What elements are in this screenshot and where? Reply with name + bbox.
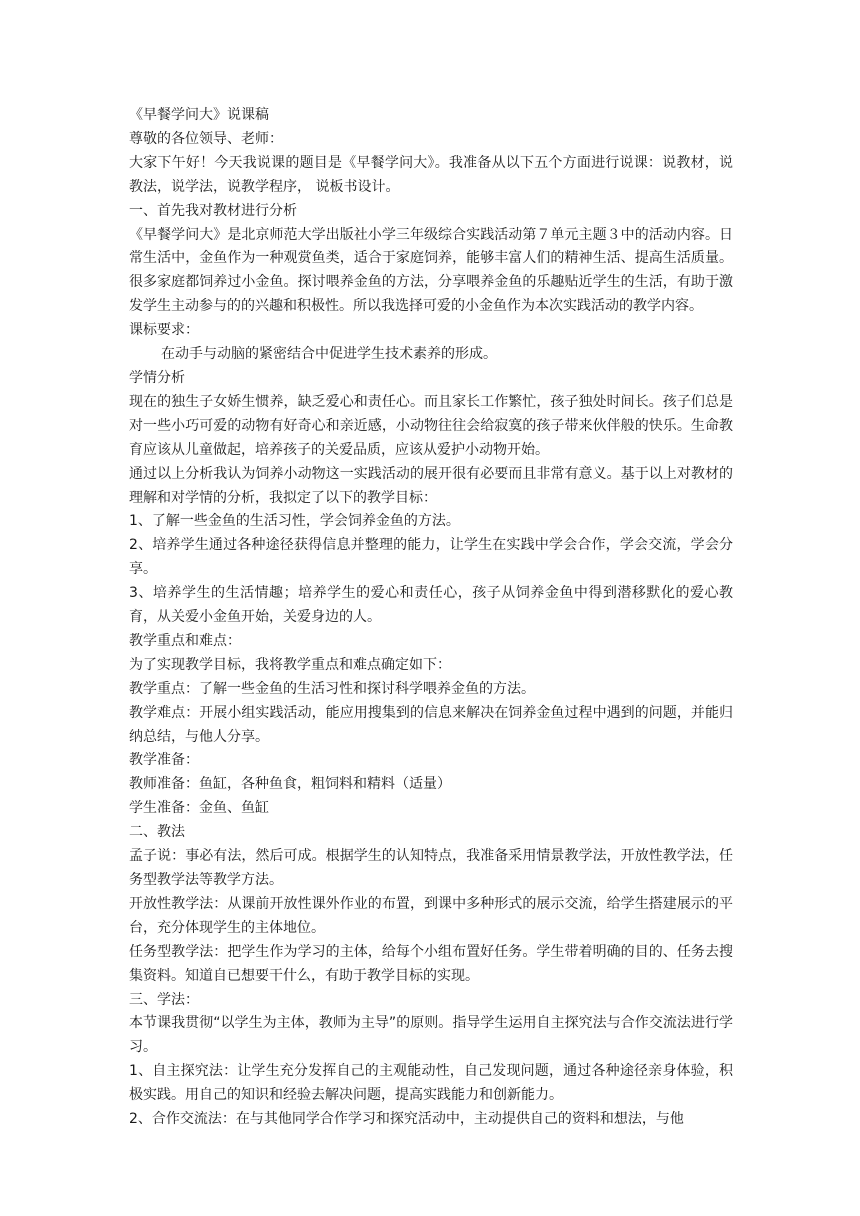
list-item: 1、了解一些金鱼的生活习性，学会饲养金鱼的方法。 <box>129 513 460 530</box>
paragraph: 现在的独生子女娇生惯养，缺乏爱心和责任心。而且家长工作繁忙，孩子独处时间长。孩子们总是对一些小巧可爱的动物有好奇心和亲近感，小动物往往会给寂寞的孩子带来伙伴般的快乐。生命教育应该从儿童做起，培养孩子的关爱品质，应该从爱护小动物开始。 <box>129 393 733 458</box>
paragraph: 教师准备：鱼缸，各种鱼食，粗饲料和精料（适量） <box>129 776 451 793</box>
paragraph: 任务型教学法：把学生作为学习的主体，给每个小组布置好任务。学生带着明确的目的、任务去搜集资料。知道自已想要干什么，有助于教学目标的实现。 <box>129 943 733 984</box>
paragraph: 为了实现教学目标，我将教学重点和难点确定如下： <box>129 656 451 673</box>
document-title: 《早餐学问大》说课稿 <box>129 107 269 123</box>
paragraph: 在动手与动脑的紧密结合中促进学生技术素养的形成。 <box>161 346 497 363</box>
paragraph: 孟子说：事必有法，然后可成。根据学生的认知特点，我准备采用情景教学法，开放性教学法，任务型教学法等教学方法。 <box>129 848 733 888</box>
document-body <box>129 104 733 1132</box>
subheading: 课标要求： <box>129 322 199 339</box>
subheading: 学情分析 <box>129 369 185 386</box>
paragraph: 《早餐学问大》是北京师范大学出版社小学三年级综合实践活动第７单元主题３中的活动内容。日常生活中，金鱼作为一种观赏鱼类，适合于家庭饲养，能够丰富人们的精神生活、提高生活质量。很多家庭都饲养过小金鱼。探讨喂养金鱼的方法，分享喂养金鱼的乐趣贴近学生的生活，有助于激发学生主动参与的的兴趣和积极性。所以我选择可爱的小金鱼作为本次实践活动的教学内容。 <box>129 226 733 315</box>
paragraph: 大家下午好！今天我说课的题目是《早餐学问大》。我准备从以下五个方面进行说课：说教材，说教法，说学法，说教学程序， 说板书设计。 <box>129 154 733 195</box>
list-item: 1、自主探究法：让学生充分发挥自己的主观能动性，自己发现问题，通过各种途径亲身体验，积极实践。用自己的知识和经验去解决问题，提高实践能力和创新能力。 <box>129 1063 733 1104</box>
section-heading: 三、学法： <box>129 991 199 1008</box>
list-item: 2、合作交流法：在与其他同学合作学习和探究活动中，主动提供自己的资料和想法，与他 <box>129 1111 684 1128</box>
section-heading: 二、教法 <box>129 824 185 841</box>
section-heading: 一、首先我对教材进行分析 <box>129 202 297 219</box>
paragraph: 教学重点：了解一些金鱼的生活习性和探讨科学喂养金鱼的方法。 <box>129 680 535 697</box>
salutation: 尊敬的各位领导、老师： <box>129 130 283 147</box>
subheading: 教学准备： <box>129 752 199 769</box>
paragraph: 本节课我贯彻“以学生为主体，教师为主导”的原则。指导学生运用自主探究法与合作交流法进行学习。 <box>129 1015 733 1056</box>
paragraph: 学生准备：金鱼、鱼缸 <box>129 800 269 817</box>
paragraph: 开放性教学法：从课前开放性课外作业的布置，到课中多种形式的展示交流，给学生搭建展示的平台，充分体现学生的主体地位。 <box>129 895 733 936</box>
paragraph: 教学难点：开展小组实践活动，能应用搜集到的信息来解决在饲养金鱼过程中遇到的问题，并能归纳总结，与他人分享。 <box>129 704 733 745</box>
list-item: 2、培养学生通过各种途径获得信息并整理的能力，让学生在实践中学会合作，学会交流，学会分享。 <box>129 537 733 578</box>
paragraph: 通过以上分析我认为饲养小动物这一实践活动的展开很有必要而且非常有意义。基于以上对教材的理解和对学情的分析，我拟定了以下的教学目标： <box>129 465 733 506</box>
list-item: 3、培养学生的生活情趣；培养学生的爱心和责任心，孩子从饲养金鱼中得到潜移默化的爱心教育，从关爱小金鱼开始，关爱身边的人。 <box>129 585 733 626</box>
subheading: 教学重点和难点： <box>129 632 241 649</box>
